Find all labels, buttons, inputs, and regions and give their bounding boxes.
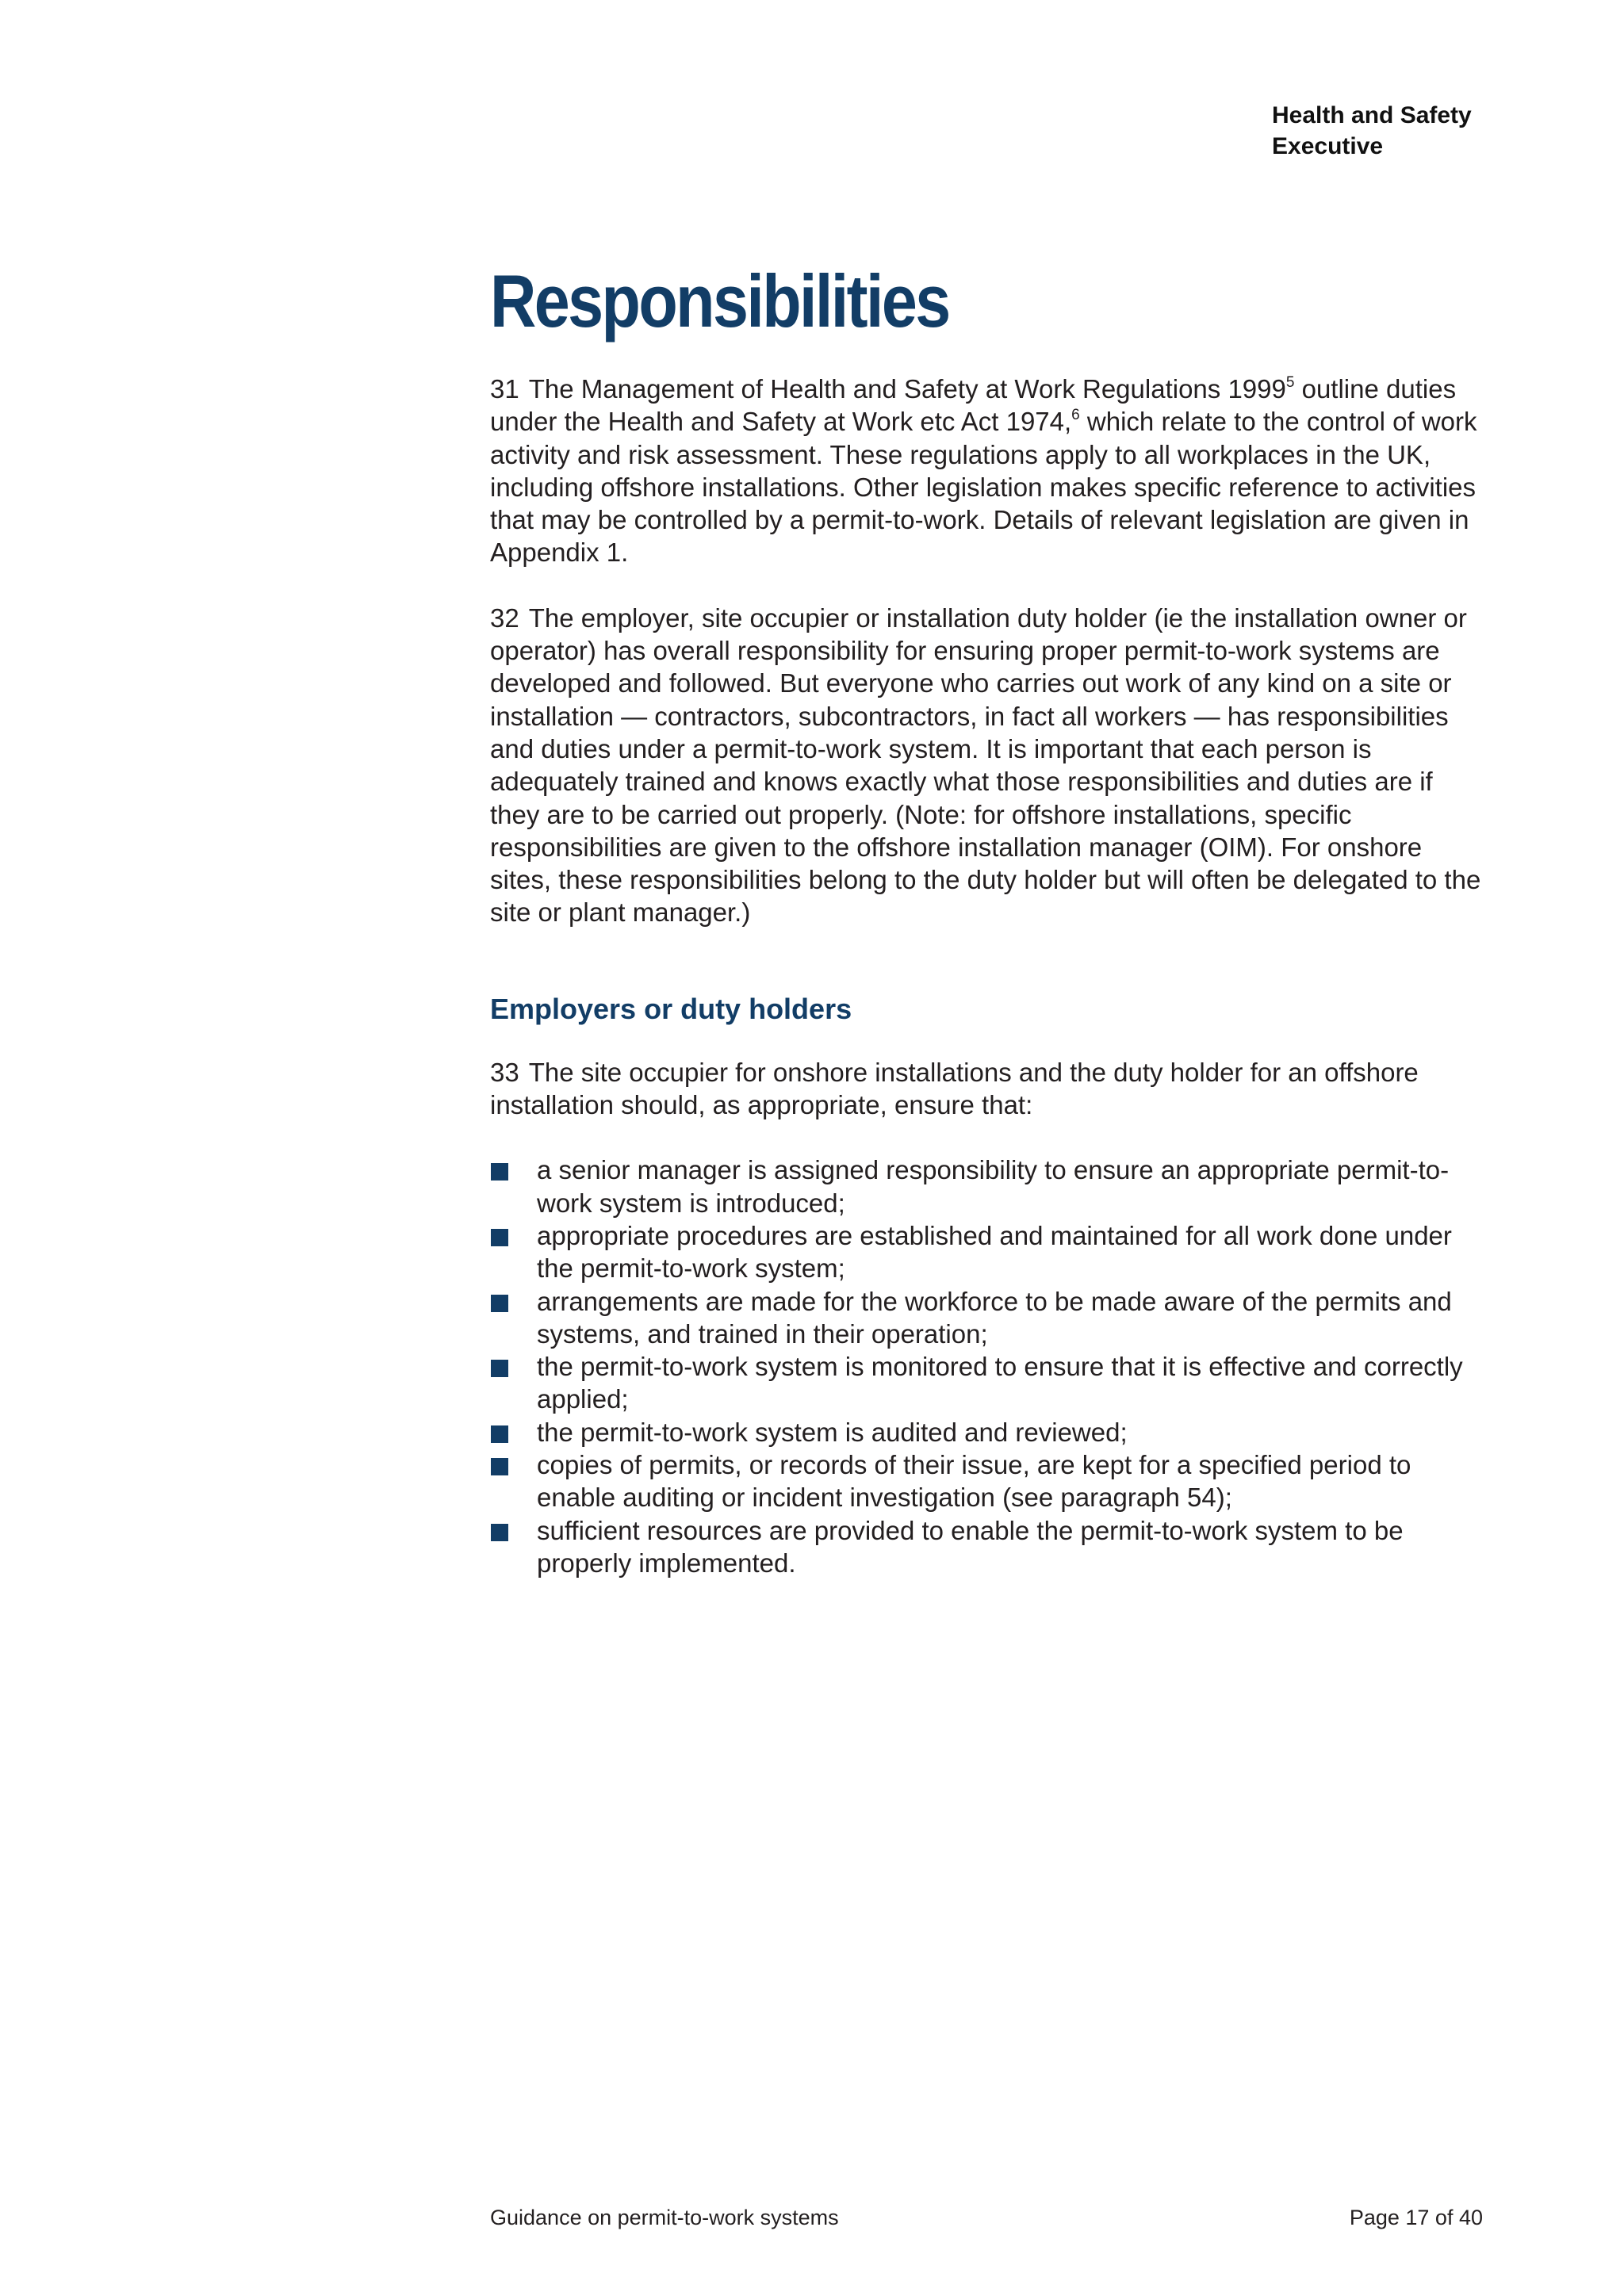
footer-page-number: Page 17 of 40 <box>1349 2206 1483 2229</box>
list-item <box>490 1350 1489 1416</box>
list-item <box>490 1219 1489 1285</box>
paragraph-text: which relate to the control of work activity and risk assessment. These regulations apply to all workplaces in the UK, including offshore installations. Other legislation makes specific reference to activities that may be controlled by a permit-to-work. Details of relevant legislation are given in Appendix 1. <box>490 407 1477 568</box>
list-item <box>490 1448 1489 1514</box>
list-item-text: sufficient resources are provided to enable the permit-to-work system to be properly implemented. <box>537 1515 1404 1578</box>
page-title: Responsibilities <box>490 259 949 342</box>
list-item-text: the permit-to-work system is audited and reviewed; <box>537 1417 1128 1447</box>
list-item-text: copies of permits, or records of their issue, are kept for a specified period to enable auditing or incident investigation (see paragraph 54); <box>537 1450 1411 1513</box>
section-subheading: Employers or duty holders <box>490 992 852 1025</box>
paragraph-32 <box>490 602 1489 929</box>
list-item <box>490 1514 1489 1580</box>
footnote-ref[interactable]: 5 <box>1285 374 1295 391</box>
paragraph-number: 33 <box>490 1057 519 1087</box>
square-bullet-icon <box>491 1360 508 1377</box>
list-item <box>490 1285 1489 1351</box>
square-bullet-icon <box>491 1163 508 1181</box>
paragraph-text: The site occupier for onshore installations and the duty holder for an offshore installation should, as appropriate, ensure that: <box>490 1057 1419 1120</box>
organisation-name-line-1: Health and Safety <box>1272 102 1472 128</box>
paragraph-text: outline duties under the Health and Safety at Work etc Act 1974, <box>490 374 1457 437</box>
footnote-ref[interactable]: 6 <box>1071 407 1080 424</box>
list-item-text: a senior manager is assigned responsibility to ensure an appropriate permit-to-work system is introduced; <box>537 1155 1450 1218</box>
paragraph-text: The Management of Health and Safety at Work Regulations 1999 <box>528 374 1286 404</box>
list-item <box>490 1154 1489 1219</box>
list-item-text: arrangements are made for the workforce to be made aware of the permits and systems, and trained in their operation; <box>537 1286 1452 1349</box>
square-bullet-icon <box>491 1295 508 1312</box>
square-bullet-icon <box>491 1458 508 1475</box>
list-item <box>490 1416 1489 1448</box>
footer-document-title: Guidance on permit-to-work systems <box>490 2206 839 2229</box>
main-content <box>490 252 1489 1579</box>
paragraph-text: The employer, site occupier or installation duty holder (ie the installation owner or operator) has overall responsibility for ensuring proper permit-to-work systems are developed and followed. But everyone who carries out work of any kind on a site or installation — contractors, subcontractors, in fact all workers — has responsibilities and duties under a permit-to-work system. It is important that each person is adequately trained and knows exactly what those responsibilities and duties are if they are to be carried out properly. (Note: for offshore installations, specific responsibilities are given to the offshore installation manager (OIM). For onshore sites, these responsibilities belong to the duty holder but will often be delegated to the site or plant manager.) <box>490 603 1481 928</box>
square-bullet-icon <box>491 1524 508 1541</box>
list-item-text: the permit-to-work system is monitored to ensure that it is effective and correctly applied; <box>537 1352 1463 1414</box>
responsibility-list <box>490 1154 1489 1579</box>
organisation-name <box>1272 100 1472 162</box>
paragraph-number: 32 <box>490 603 519 633</box>
organisation-name-line-2: Executive <box>1272 133 1384 159</box>
square-bullet-icon <box>491 1229 508 1246</box>
list-item-text: appropriate procedures are established and maintained for all work done under the permit-to-work system; <box>537 1220 1452 1284</box>
square-bullet-icon <box>491 1425 508 1443</box>
paragraph-31 <box>490 373 1489 569</box>
paragraph-33 <box>490 1056 1489 1122</box>
paragraph-number: 31 <box>490 374 519 404</box>
